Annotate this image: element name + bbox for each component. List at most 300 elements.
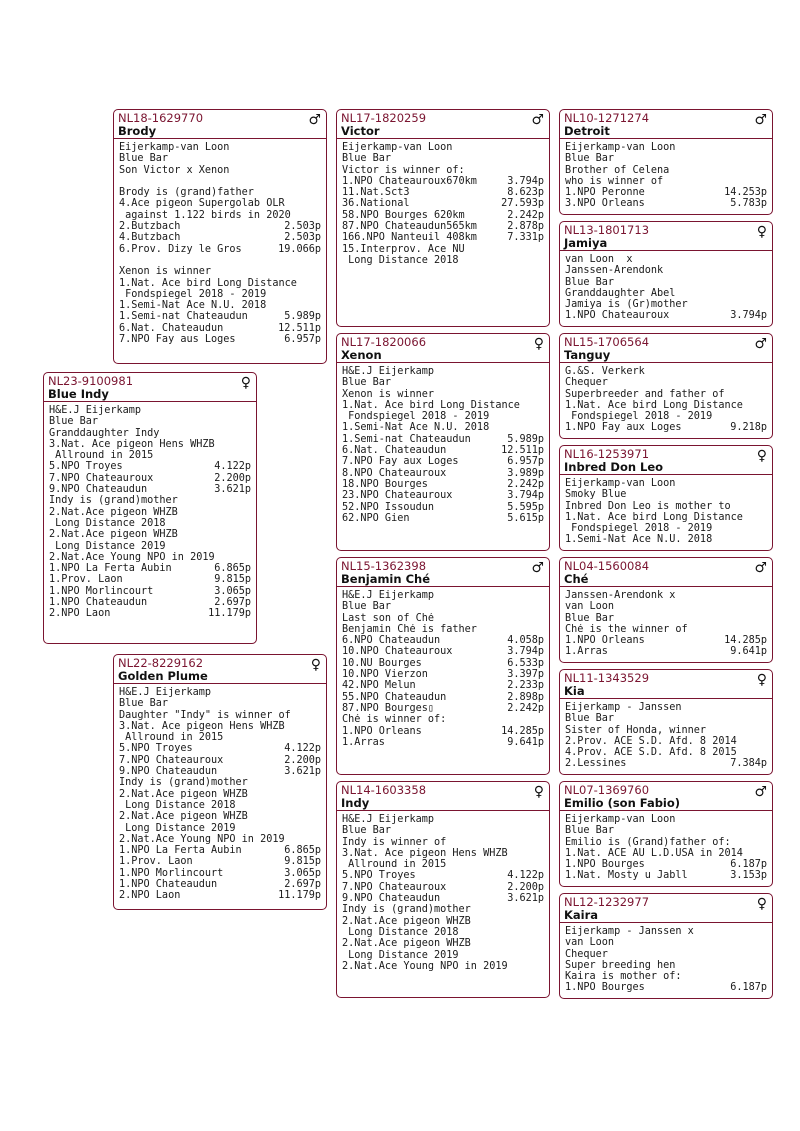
pigeon-name: Golden Plume [118, 669, 208, 683]
line-text: Eijerkamp-van Loon [342, 142, 453, 153]
line-text: Eijerkamp - Janssen x [565, 926, 694, 937]
result-line [565, 501, 767, 512]
result-line [565, 176, 767, 187]
result-line [119, 687, 321, 698]
line-text: Indy is (grand)mother [49, 495, 178, 507]
result-line [119, 710, 321, 721]
result-line [565, 702, 767, 713]
card-body [560, 139, 772, 210]
line-points: 6.865p [284, 845, 321, 857]
ring-number: NL22-8229162 [118, 656, 204, 670]
line-text: Xenon is winner [119, 266, 212, 278]
line-text: 1.NPO Orleans [565, 635, 645, 647]
line-text: Blue Bar [49, 416, 99, 428]
line-points: 5.595p [507, 501, 544, 513]
line-points: 4.058p [507, 635, 544, 647]
line-text: H&E.J Eijerkamp [119, 687, 212, 698]
line-points: 9.641p [507, 736, 544, 748]
line-text: 3.Nat. Ace pigeon Hens WHZB [49, 438, 215, 450]
result-line [342, 502, 544, 513]
line-text: Janssen-Arendonk [565, 265, 664, 277]
result-line [342, 490, 544, 501]
result-line [565, 747, 767, 758]
line-points: 2.878p [507, 221, 544, 233]
result-line [565, 926, 767, 937]
line-text: 1.Nat. Ace bird Long Distance [565, 511, 743, 523]
line-points: 3.621p [507, 893, 544, 905]
line-points: 2.200p [214, 472, 251, 484]
result-line [49, 473, 251, 484]
line-text: Blue Bar [119, 698, 169, 710]
result-line [119, 165, 321, 176]
line-text: Super breeding hen [565, 959, 676, 971]
line-points: 2.242p [507, 478, 544, 490]
result-line [565, 165, 767, 176]
result-line [342, 837, 544, 848]
result-line [342, 601, 544, 612]
line-points: 2.242p [507, 702, 544, 714]
line-text: Daughter "Indy" is winner of [119, 709, 291, 721]
result-line [342, 255, 544, 266]
line-text: 9.NPO Chateaudun [342, 893, 441, 905]
line-text: van Loon [565, 937, 615, 949]
result-line [49, 450, 251, 461]
line-text: Allround in 2015 [342, 859, 447, 871]
line-points: 19.066p [278, 243, 321, 255]
line-text: Fondspiegel 2018 - 2019 [119, 288, 267, 300]
result-line [49, 428, 251, 439]
result-line [565, 949, 767, 960]
line-text: 2.Nat.Ace pigeon WHZB [119, 788, 248, 800]
result-line [49, 541, 251, 552]
result-line [565, 613, 767, 624]
male-icon: ♂ [308, 112, 321, 128]
card-header [560, 894, 772, 923]
female-icon: ♀ [756, 448, 767, 464]
line-points: 3.065p [214, 585, 251, 597]
line-text: 87.NPO Bourges▯ [342, 702, 435, 714]
result-line [49, 495, 251, 506]
card-header [114, 110, 326, 139]
result-line [565, 310, 767, 321]
result-line [565, 277, 767, 288]
result-line [342, 198, 544, 209]
pigeon-name: Brody [118, 124, 157, 138]
line-points: 4.122p [214, 461, 251, 473]
card-body [337, 363, 549, 524]
result-line [342, 366, 544, 377]
result-line [119, 721, 321, 732]
line-points: 3.794p [507, 175, 544, 187]
card-header [337, 782, 549, 811]
result-line [49, 507, 251, 518]
line-text: 1.NPO La Ferta Aubin [119, 845, 242, 857]
result-line [49, 608, 251, 619]
line-points: 7.331p [507, 232, 544, 244]
result-line [565, 254, 767, 265]
ring-number: NL04-1560084 [564, 559, 650, 573]
line-text: 3.Nat. Ace pigeon Hens WHZB [119, 720, 285, 732]
result-line [342, 590, 544, 601]
pigeon-card [336, 557, 550, 775]
result-line [565, 758, 767, 769]
result-line [119, 311, 321, 322]
result-line [565, 187, 767, 198]
line-text: 1.Arras [342, 736, 385, 748]
result-line [565, 523, 767, 534]
pigeon-card [559, 669, 773, 775]
line-points: 2.697p [284, 879, 321, 891]
card-body [337, 811, 549, 972]
pigeon-name: Emilio (son Fabio) [564, 796, 681, 810]
pigeon-card [336, 109, 550, 327]
result-line [342, 635, 544, 646]
pigeon-name: Inbred Don Leo [564, 460, 664, 474]
line-text: 2.Nat.Ace pigeon WHZB [49, 529, 178, 541]
card-body [560, 811, 772, 882]
line-points: 2.233p [507, 680, 544, 692]
result-line [119, 289, 321, 300]
result-line [565, 299, 767, 310]
result-line [342, 882, 544, 893]
result-line [119, 198, 321, 209]
result-line [565, 400, 767, 411]
line-points: 2.503p [284, 232, 321, 244]
result-line [342, 624, 544, 635]
result-line [565, 153, 767, 164]
line-text: Smoky Blue [565, 489, 627, 501]
line-points: 7.384p [730, 758, 767, 770]
result-line [49, 574, 251, 585]
result-line [342, 692, 544, 703]
line-text: 1.Prov. Laon [119, 856, 193, 868]
line-text: Long Distance 2018 [49, 517, 166, 529]
result-line [565, 937, 767, 948]
result-line [342, 210, 544, 221]
line-points: 6.187p [730, 982, 767, 994]
line-text: H&E.J Eijerkamp [342, 590, 435, 601]
result-line [342, 950, 544, 961]
result-line [342, 422, 544, 433]
pigeon-card [113, 109, 327, 364]
line-text: Blue Bar [342, 377, 392, 389]
result-line [119, 300, 321, 311]
line-text: 2.Nat.Ace pigeon WHZB [342, 938, 471, 950]
result-line [342, 176, 544, 187]
ring-number: NL15-1706564 [564, 335, 650, 349]
result-line [342, 377, 544, 388]
line-text: H&E.J Eijerkamp [49, 405, 142, 416]
line-text: 2.Nat.Ace pigeon WHZB [119, 811, 248, 823]
line-text: 3.NPO Orleans [565, 198, 645, 210]
line-text: 4.Ace pigeon Supergolab OLR [119, 198, 285, 210]
line-points: 9.218p [730, 422, 767, 434]
pigeon-name: Victor [341, 124, 380, 138]
pigeon-card [336, 781, 550, 998]
line-text: against 1.122 birds in 2020 [119, 209, 291, 221]
line-text: 8.NPO Chateauroux [342, 467, 447, 479]
ring-number: NL17-1820066 [341, 335, 427, 349]
line-points: 4.122p [284, 743, 321, 755]
line-text: Emilio is (Grand)father of: [565, 836, 731, 848]
line-text: van Loon [565, 601, 615, 613]
result-line [565, 848, 767, 859]
result-line [119, 244, 321, 255]
result-line [565, 713, 767, 724]
line-text: 1.Arras [565, 646, 608, 658]
line-text: Blue Bar [565, 713, 615, 725]
line-text: 11.Nat.Sct3 [342, 187, 410, 199]
result-line [119, 777, 321, 788]
result-line [565, 265, 767, 276]
line-points: 9.641p [730, 646, 767, 658]
result-line [342, 825, 544, 836]
line-text: van Loon x [565, 254, 633, 265]
card-header [560, 222, 772, 251]
female-icon: ♀ [756, 896, 767, 912]
result-line [119, 755, 321, 766]
result-line [565, 971, 767, 982]
line-text: 166.NPO Nanteuil 408km [342, 232, 477, 244]
line-text: 1.NPO Morlincourt [49, 585, 154, 597]
result-line [119, 255, 321, 266]
result-line [119, 823, 321, 834]
line-text: 1.NPO Fay aux Loges [565, 422, 682, 434]
line-text: 7.NPO Fay aus Loges [119, 334, 236, 346]
line-text: Granddaughter Abel [565, 287, 676, 299]
line-points: 2.697p [214, 597, 251, 609]
result-line [342, 726, 544, 737]
line-points: 3.989p [507, 467, 544, 479]
result-line [119, 698, 321, 709]
line-text: 1.NPO Chateaudun [119, 879, 218, 891]
line-text: 4.Butzbach [119, 232, 181, 244]
line-points: 5.989p [284, 311, 321, 323]
line-text: Chequer [565, 948, 608, 960]
line-text: 2.Nat.Ace Young NPO in 2019 [49, 551, 215, 563]
line-points: 3.794p [507, 646, 544, 658]
card-header [114, 655, 326, 684]
line-text: 7.NPO Chateauroux [342, 881, 447, 893]
line-points: 11.179p [278, 890, 321, 902]
card-header [560, 558, 772, 587]
line-text: Eijerkamp - Janssen [565, 702, 682, 713]
card-body [44, 402, 256, 620]
line-text: Indy is (grand)mother [342, 904, 471, 916]
line-text: 1.NPO Chateauroux [565, 310, 670, 322]
line-text: 1.Semi-nat Chateaudun [119, 311, 248, 323]
line-text: 5.NPO Troyes [342, 870, 416, 882]
line-text: 2.NPO Laon [119, 890, 181, 902]
line-text: Brother of Celena [565, 164, 670, 176]
pigeon-name: Blue Indy [48, 387, 109, 401]
result-line [49, 518, 251, 529]
line-text: 1.NPO Chateaudun [49, 597, 148, 609]
result-line [342, 165, 544, 176]
line-text: Long Distance 2018 [342, 254, 459, 266]
result-line [119, 834, 321, 845]
result-line [565, 960, 767, 971]
line-points: 5.989p [507, 433, 544, 445]
line-text: 5.NPO Troyes [49, 461, 123, 473]
line-text: G.&S. Verkerk [565, 366, 645, 377]
result-line [342, 389, 544, 400]
card-body [560, 587, 772, 658]
line-text: 52.NPO Issoudun [342, 501, 435, 513]
result-line [119, 845, 321, 856]
result-line [565, 366, 767, 377]
result-line [49, 416, 251, 427]
line-text: 5.NPO Troyes [119, 743, 193, 755]
result-line [119, 153, 321, 164]
line-text: Ché is the winner of [565, 623, 688, 635]
line-text: Son Victor x Xenon [119, 164, 230, 176]
line-points: 3.794p [507, 490, 544, 502]
result-line [342, 244, 544, 255]
line-text: 1.Semi-Nat Ace N.U. 2018 [565, 534, 713, 546]
line-text: Blue Bar [342, 153, 392, 165]
result-line [565, 389, 767, 400]
result-line [565, 512, 767, 523]
line-text: 9.NPO Chateaudun [119, 766, 218, 778]
line-text: Allround in 2015 [49, 450, 154, 462]
card-body [560, 475, 772, 546]
card-body [560, 251, 772, 322]
result-line [342, 221, 544, 232]
line-text: 55.NPO Chateaudun [342, 691, 447, 703]
line-text: H&E.J Eijerkamp [342, 366, 435, 377]
line-points: 6.533p [507, 657, 544, 669]
line-text: Superbreeder and father of [565, 388, 725, 400]
pigeon-card [113, 654, 327, 910]
pigeon-card [559, 781, 773, 887]
line-text: Granddaughter Indy [49, 427, 160, 439]
result-line [342, 456, 544, 467]
ring-number: NL15-1362398 [341, 559, 427, 573]
line-text: 2.Nat.Ace pigeon WHZB [342, 915, 471, 927]
line-text: 42.NPO Melun [342, 680, 416, 692]
result-line [119, 232, 321, 243]
result-line [565, 982, 767, 993]
line-points: 9.815p [284, 856, 321, 868]
female-icon: ♀ [533, 784, 544, 800]
line-text: Indy is (grand)mother [119, 777, 248, 789]
result-line [119, 732, 321, 743]
result-line [119, 789, 321, 800]
result-line [49, 529, 251, 540]
line-text: 7.NPO Chateauroux [49, 472, 154, 484]
result-line [119, 890, 321, 901]
result-line [342, 961, 544, 972]
line-text: Sister of Honda, winner [565, 724, 707, 736]
line-text: 10.NPO Chateauroux [342, 646, 453, 658]
pigeon-name: Kia [564, 684, 585, 698]
result-line [565, 288, 767, 299]
result-line [119, 221, 321, 232]
ring-number: NL12-1232977 [564, 895, 650, 909]
card-body [114, 684, 326, 902]
pigeon-card [559, 109, 773, 215]
line-text: Blue Bar [565, 276, 615, 288]
result-line [119, 176, 321, 187]
result-line [119, 743, 321, 754]
result-line [119, 334, 321, 345]
line-text: 1.Nat. Ace bird Long Distance [119, 277, 297, 289]
line-text: 36.National [342, 198, 410, 210]
result-line [49, 405, 251, 416]
line-text: H&E.J Eijerkamp [342, 814, 435, 825]
result-line [565, 870, 767, 881]
pigeon-name: Jamiya [564, 236, 608, 250]
line-text: Blue Bar [119, 153, 169, 165]
line-points: 5.615p [507, 512, 544, 524]
pigeon-card [559, 893, 773, 999]
ring-number: NL14-1603358 [341, 783, 427, 797]
line-points: 2.200p [284, 754, 321, 766]
line-text: 2.Prov. ACE S.D. Afd. 8 2014 [565, 735, 737, 747]
line-points: 3.621p [284, 766, 321, 778]
line-text: 2.Nat.Ace Young NPO in 2019 [342, 960, 508, 972]
ring-number: NL07-1369760 [564, 783, 650, 797]
result-line [342, 848, 544, 859]
line-text: Indy is winner of [342, 836, 447, 848]
line-text: 6.NPO Chateaudun [342, 635, 441, 647]
result-line [342, 916, 544, 927]
pigeon-name: Xenon [341, 348, 382, 362]
result-line [342, 703, 544, 714]
result-line [342, 613, 544, 624]
line-text: Long Distance 2019 [342, 949, 459, 961]
result-line [119, 323, 321, 334]
line-points: 12.511p [278, 322, 321, 334]
result-line [565, 411, 767, 422]
line-text: Long Distance 2019 [49, 540, 166, 552]
result-line [565, 198, 767, 209]
result-line [49, 563, 251, 574]
result-line [342, 153, 544, 164]
line-text: 2.NPO Laon [49, 608, 111, 620]
line-text: Xenon is winner [342, 388, 435, 400]
card-header [337, 334, 549, 363]
line-text: Blue Bar [342, 825, 392, 837]
line-points: 11.179p [208, 608, 251, 620]
line-points: 9.815p [214, 574, 251, 586]
line-text: Blue Bar [565, 612, 615, 624]
result-line [119, 278, 321, 289]
result-line [342, 870, 544, 881]
line-text: 1.NPO Morlincourt [119, 867, 224, 879]
line-text: 6.Nat. Chateaudun [119, 322, 224, 334]
card-header [337, 110, 549, 139]
pigeon-card [336, 333, 550, 551]
card-body [560, 363, 772, 434]
card-body [560, 923, 772, 994]
line-points: 4.122p [507, 870, 544, 882]
pigeon-card [43, 372, 257, 644]
female-icon: ♀ [756, 224, 767, 240]
result-line [119, 266, 321, 277]
pigeon-name: Detroit [564, 124, 610, 138]
line-text: 2.Nat.Ace Young NPO in 2019 [119, 833, 285, 845]
result-line [119, 868, 321, 879]
result-line [342, 737, 544, 748]
ring-number: NL23-9100981 [48, 374, 134, 388]
line-points: 6.957p [507, 456, 544, 468]
result-line [342, 814, 544, 825]
result-line [342, 445, 544, 456]
line-text: 6.Prov. Dizy le Gros [119, 243, 242, 255]
ring-number: NL11-1343529 [564, 671, 650, 685]
